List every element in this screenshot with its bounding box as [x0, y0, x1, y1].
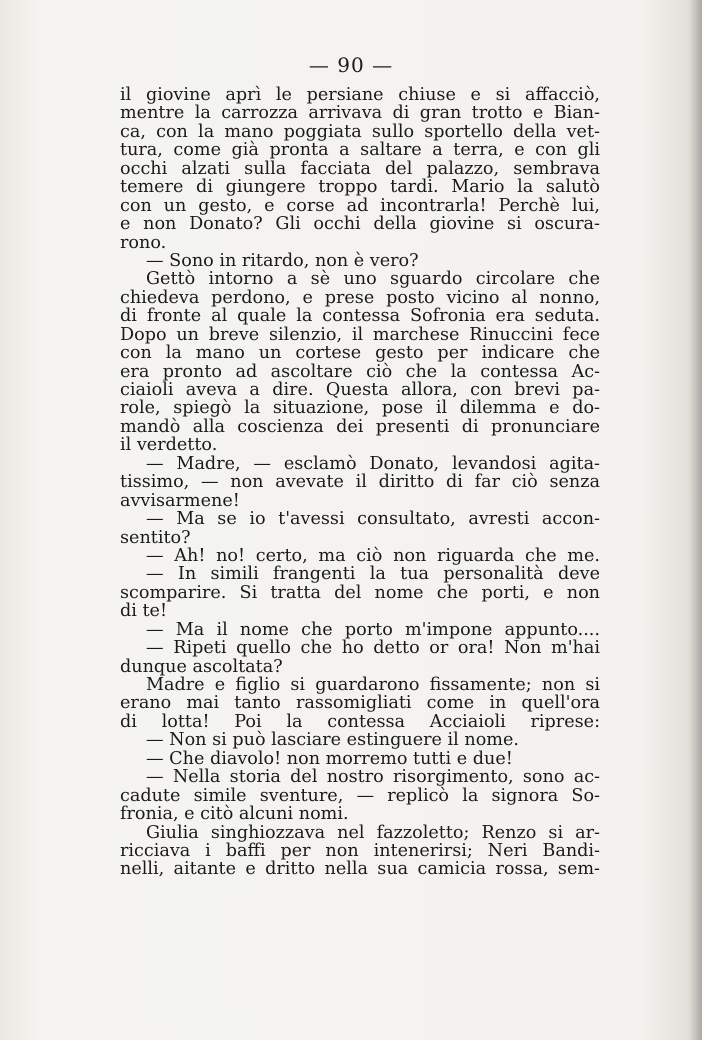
text-line: Giulia singhiozzava nel fazzoletto; Renzo si ar-: [146, 822, 600, 843]
text-line: sentito?: [120, 527, 191, 548]
text-line: Madre e figlio si guardarono fissamente; non si: [146, 675, 600, 695]
text-line: — Ma se io t'avessi consultato, avresti accon-: [146, 509, 600, 530]
text-line: — Ma il nome che porto m'impone appunto....: [146, 619, 600, 640]
text-line: ca, con la mano poggiata sullo sportello della vet-: [120, 121, 600, 142]
text-line: occhi alzati sulla facciata del palazzo, sembrava: [120, 158, 600, 179]
text-line: — Sono in ritardo, non è vero?: [146, 250, 419, 271]
text-line: erano mai tanto rassomigliati come in quell'ora: [120, 693, 600, 714]
page-number: — 90 —: [308, 53, 394, 77]
text-line: di fronte al quale la contessa Sofronia era seduta.: [120, 306, 600, 327]
text-line: — Ripeti quello che ho detto or ora! Non m'hai: [146, 638, 600, 659]
text-line: e non Donato? Gli occhi della giovine si oscura-: [120, 214, 600, 235]
text-line: di lotta! Poi la contessa Acciaioli riprese:: [120, 711, 600, 732]
text-line: mentre la carrozza arrivava di gran trotto e Bian-: [120, 103, 600, 124]
text-line: Gettò intorno a sè uno sguardo circolare che: [146, 269, 600, 290]
text-line: tissimo, — non avevate il diritto di far ciò senza: [120, 472, 600, 493]
text-line: rono.: [120, 232, 167, 253]
text-line: dunque ascoltata?: [120, 656, 283, 677]
text-line: chiedeva perdono, e prese posto vicino al nonno,: [120, 287, 600, 308]
text-line: — Che diavolo! non morremo tutti e due!: [146, 748, 513, 769]
text-line: — Non si può lasciare estinguere il nome.: [146, 730, 519, 751]
text-line: mandò alla coscienza dei presenti di pronunciare: [120, 416, 600, 437]
text-line: il verdetto.: [120, 435, 218, 456]
text-line: temere di giungere troppo tardi. Mario la salutò: [120, 177, 600, 198]
page-spine-shadow: [688, 0, 702, 1040]
text-line: il giovine aprì le persiane chiuse e si affacciò,: [120, 85, 600, 105]
text-line: ciaioli aveva a dire. Questa allora, con brevi pa-: [120, 380, 600, 400]
text-line: tura, come già pronta a saltare a terra, e con gli: [120, 140, 600, 161]
text-line: — Ah! no! certo, ma ciò non riguarda che me.: [146, 545, 600, 566]
text-line: — In simili frangenti la tua personalità deve: [146, 564, 600, 585]
text-line: nelli, aitante e dritto nella sua camicia rossa, sem-: [120, 859, 600, 880]
body-text: [120, 86, 600, 879]
text-line: avvisarmene!: [120, 490, 240, 511]
text-line: Dopo un breve silenzio, il marchese Rinuccini fece: [120, 324, 600, 345]
text-line: con un gesto, e corse ad incontrarla! Perchè lui,: [120, 195, 600, 216]
text-line: cadute simile sventure, — replicò la signora So-: [120, 785, 600, 806]
text-line: era pronto ad ascoltare ciò che la contessa Ac-: [120, 361, 600, 382]
text-line: ricciava i baffi per non intenerirsi; Neri Bandi-: [120, 840, 600, 861]
text-line: con la mano un cortese gesto per indicare che: [120, 343, 600, 364]
text-line: — Madre, — esclamò Donato, levandosi agita-: [146, 453, 600, 474]
text-line: fronia, e citò alcuni nomi.: [120, 804, 349, 825]
text-line: role, spiegò la situazione, pose il dilemma e do-: [120, 398, 600, 419]
text-line: — Nella storia del nostro risorgimento, sono ac-: [146, 767, 600, 788]
text-line: di te!: [120, 601, 168, 622]
text-line: scomparire. Si tratta del nome che porti, e non: [120, 582, 600, 603]
